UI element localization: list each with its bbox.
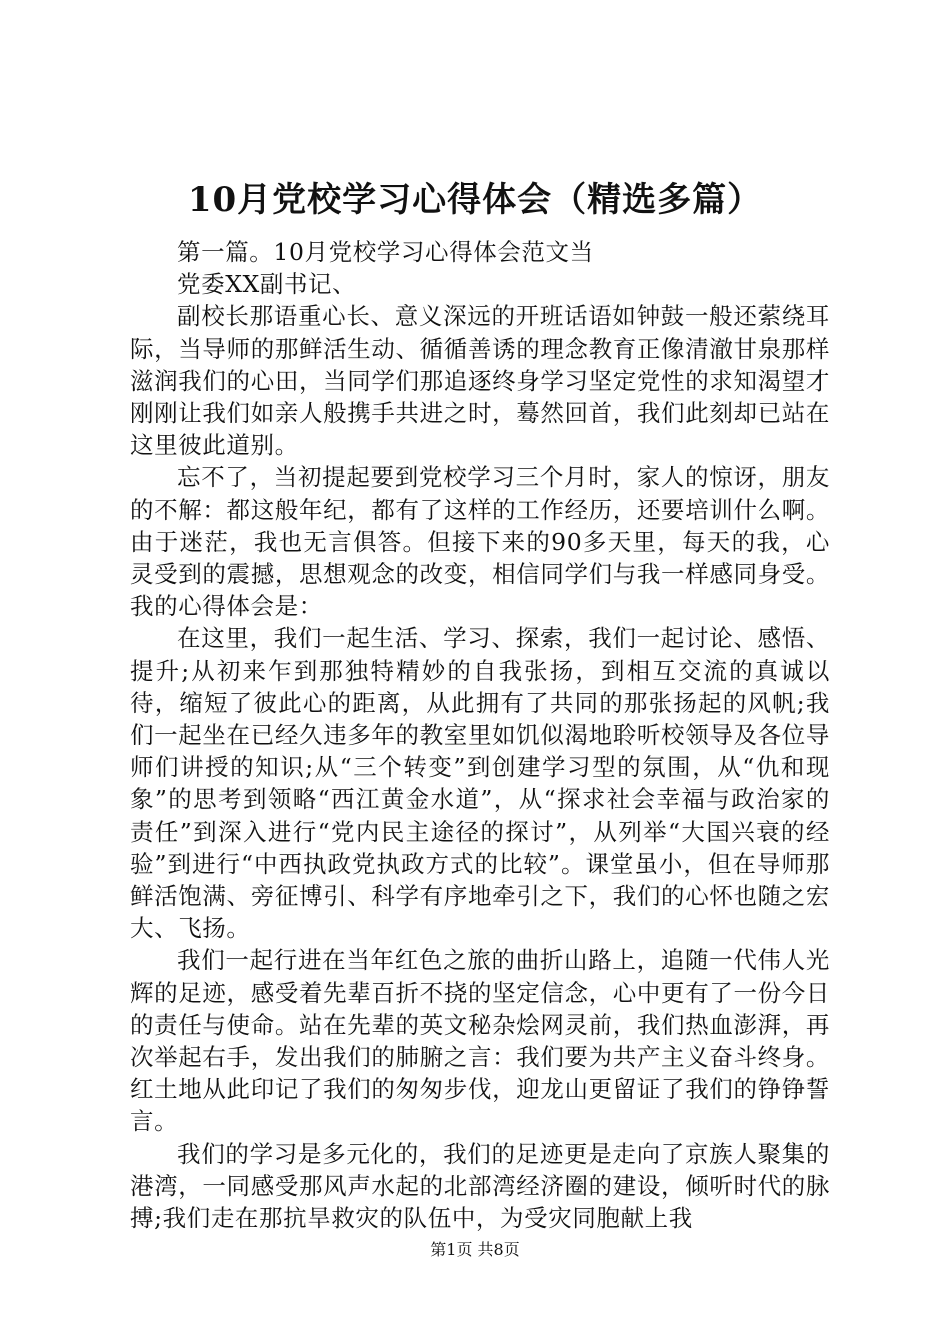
paragraph: 副校长那语重心长、意义深远的开班话语如钟鼓一般还萦绕耳际，当导师的那鲜活生动、循循善诱的理念教育正像清澈甘泉那样滋润我们的心田，当同学们那追逐终身学习坚定党性的求知渴望才刚刚让我们如亲人般携手共进之时，蓦然回首，我们此刻却已站在这里彼此道别。 — [130, 302, 830, 460]
document-body — [130, 236, 830, 1234]
paragraph: 在这里，我们一起生活、学习、探索，我们一起讨论、感悟、提升;从初来乍到那独特精妙的自我张扬，到相互交流的真诚以待，缩短了彼此心的距离，从此拥有了共同的那张扬起的风帆;我们一起坐在已经久违多年的教室里如饥似渴地聆听校领导及各位导师们讲授的知识;从“三个转变”到创建学习型的氛围，从“仇和现象”的思考到领略“西江黄金水道”，从“探求社会幸福与政治家的责任”到深入进行“党内民主途径的探讨”，从列举“大国兴衰的经验”到进行“中西执政党执政方式的比较”。课堂虽小，但在导师那鲜活饱满、旁征博引、科学有序地牵引之下，我们的心怀也随之宏大、飞扬。 — [130, 624, 830, 943]
paragraph: 我们一起行进在当年红色之旅的曲折山路上，追随一代伟人光辉的足迹，感受着先辈百折不挠的坚定信念，心中更有了一份今日的责任与使命。站在先辈的英文秘杂烩网灵前，我们热血澎湃，再次举起右手，发出我们的肺腑之言：我们要为共产主义奋斗终身。红土地从此印记了我们的匆匆步伐，迎龙山更留证了我们的铮铮誓言。 — [130, 946, 830, 1136]
paragraph: 党委XX副书记、 — [177, 270, 357, 299]
paragraph: 第一篇。10月党校学习心得体会范文当 — [177, 238, 594, 266]
paragraph: 我们的学习是多元化的，我们的足迹更是走向了京族人聚集的港湾，一同感受那风声水起的北部湾经济圈的建设，倾听时代的脉搏;我们走在那抗旱救灾的队伍中，为受灾同胞献上我 — [130, 1139, 830, 1233]
page-number-footer: 第1页 共8页 — [430, 1240, 520, 1259]
paragraph: 忘不了，当初提起要到党校学习三个月时，家人的惊讶，朋友的不解：都这般年纪，都有了这样的工作经历，还要培训什么啊。由于迷茫，我也无言俱答。但接下来的90多天里，每天的我，心灵受到的震撼，思想观念的改变，相信同学们与我一样感同身受。我的心得体会是： — [130, 463, 830, 621]
document-title: 10月党校学习心得体会（精选多篇） — [187, 180, 763, 220]
